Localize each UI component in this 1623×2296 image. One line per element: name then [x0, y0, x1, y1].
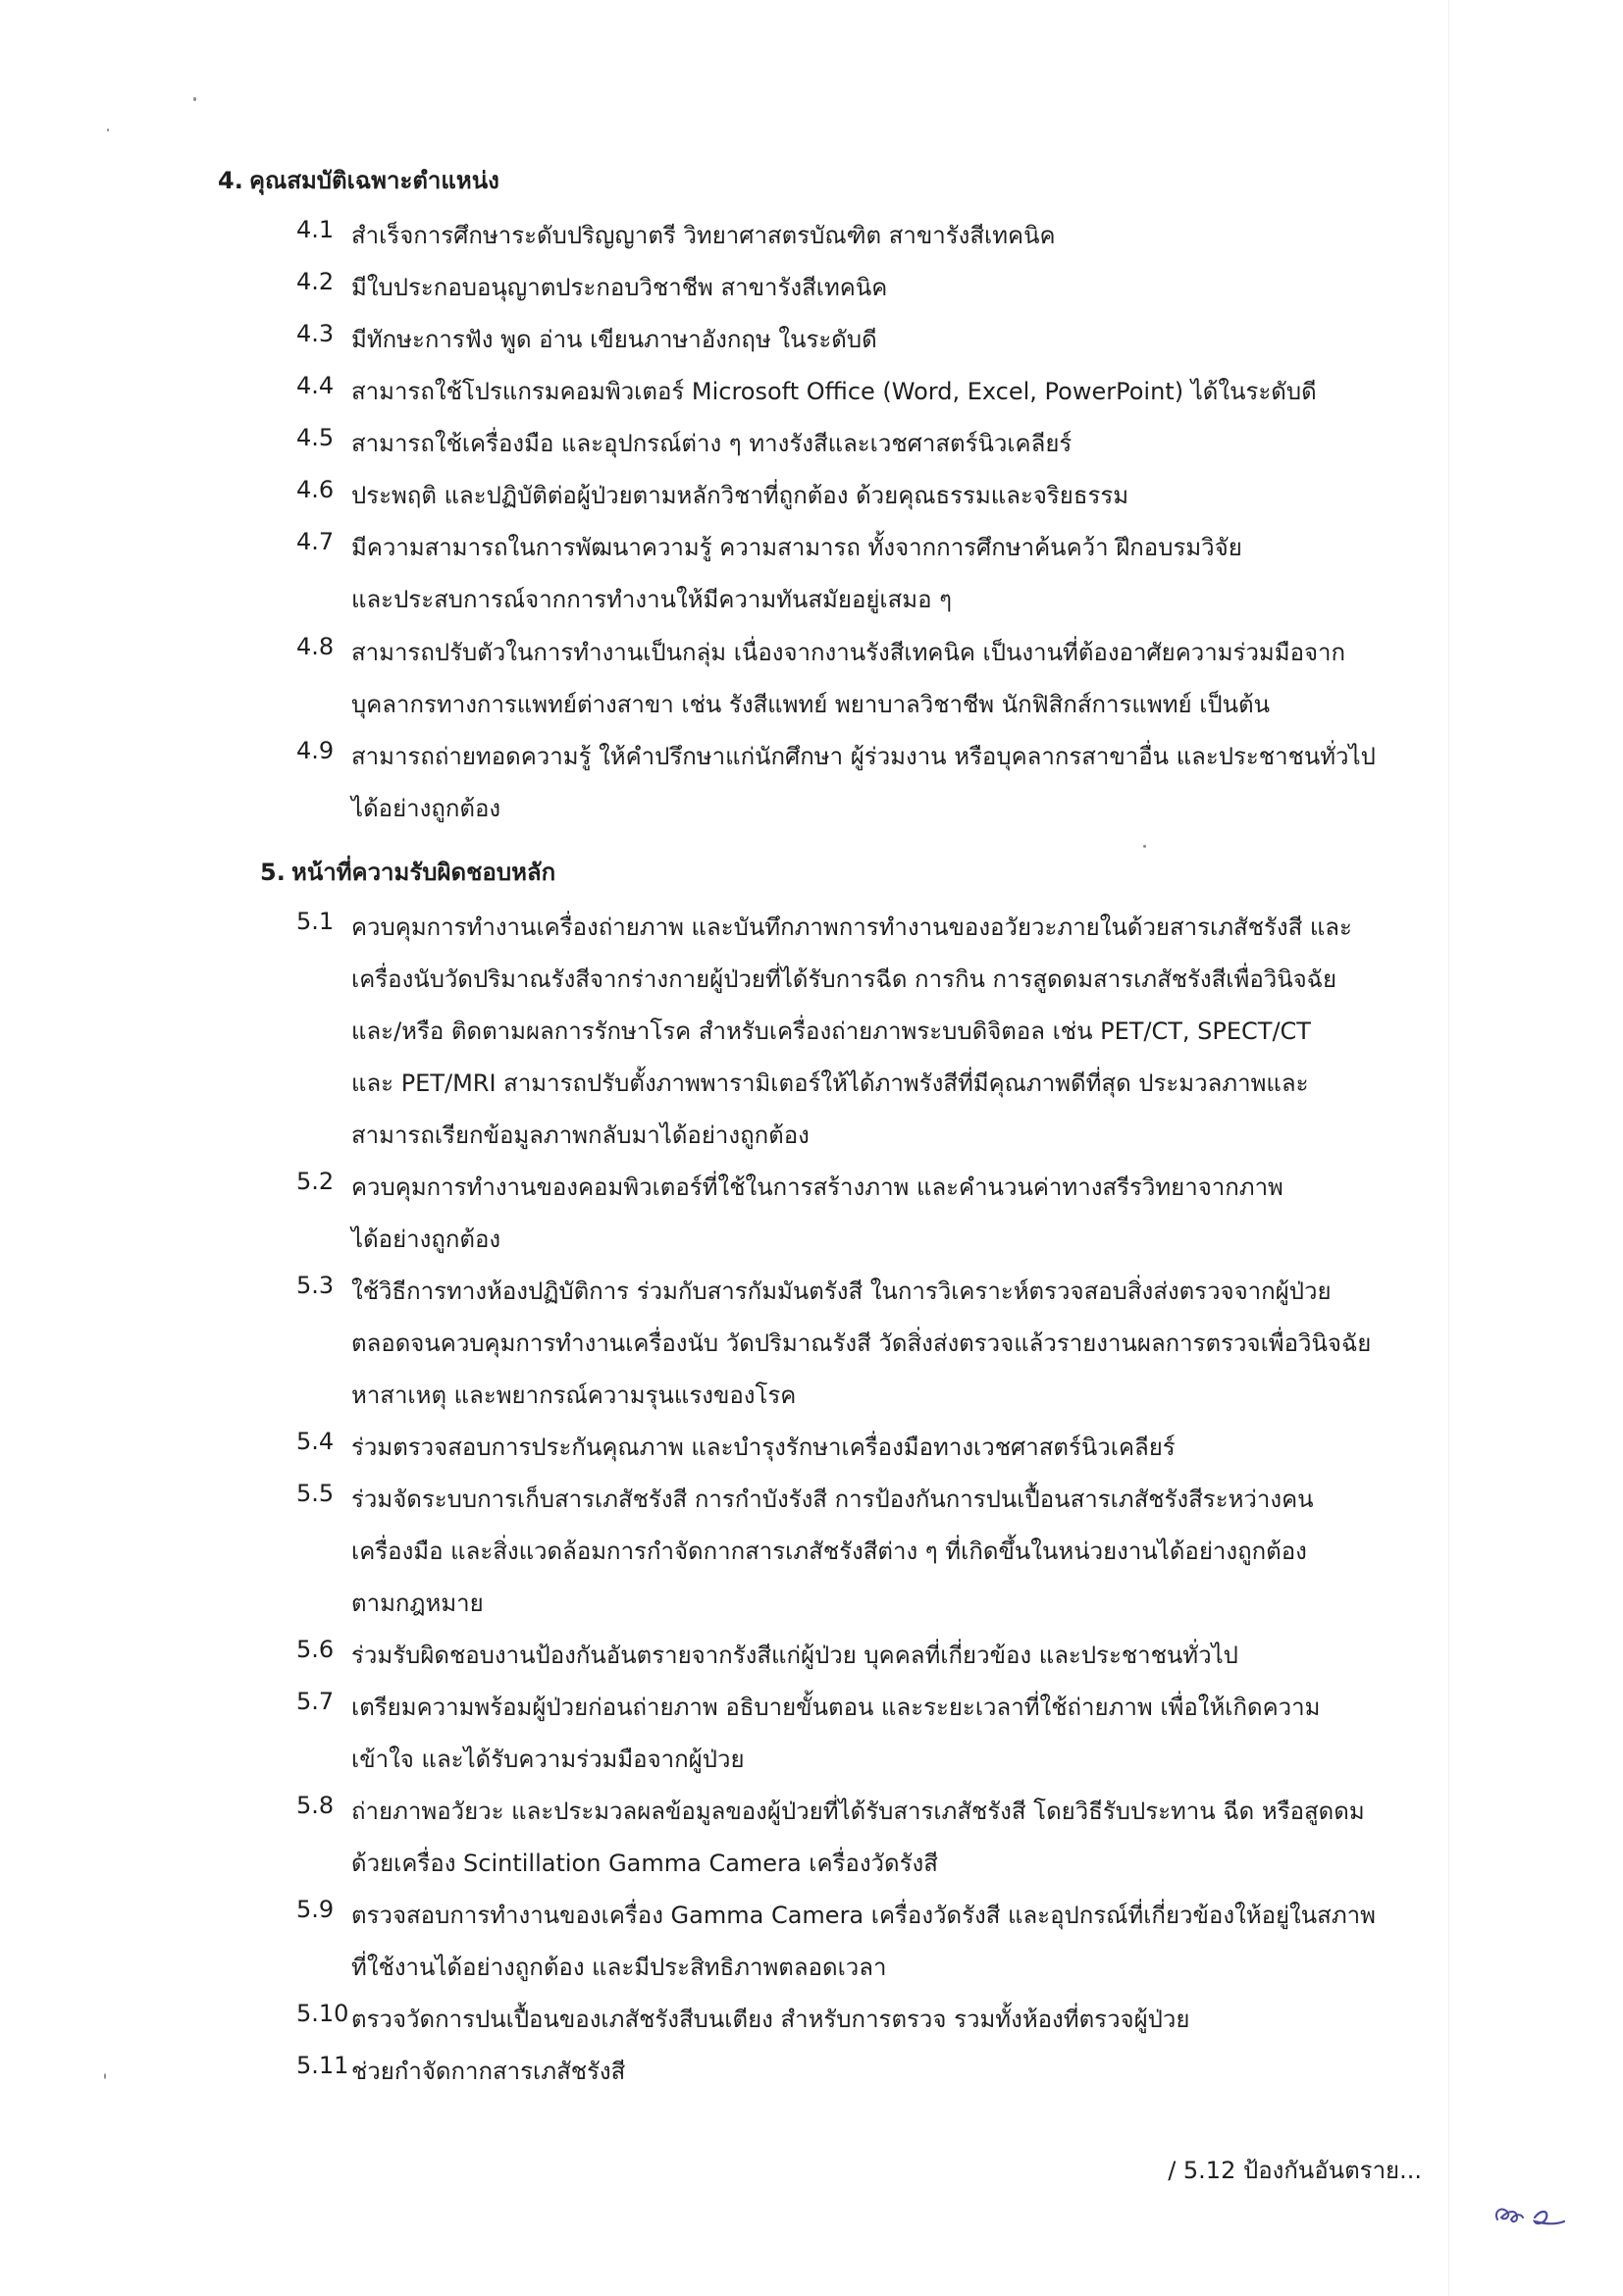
item-line: สามารถเรียกข้อมูลภาพกลับมาได้อย่างถูกต้อง: [351, 1122, 810, 1149]
item-line: สามารถถ่ายทอดความรู้ ให้คำปรึกษาแก่นักศึกษา ผู้ร่วมงาน หรือบุคลากรสาขาอื่น และประชาชนทั่วไป: [351, 743, 1376, 770]
item-number: 4.1: [296, 216, 335, 243]
scan-speck: [193, 97, 196, 101]
section-title: หน้าที่ความรับผิดชอบหลัก: [291, 859, 556, 886]
item-number: 5.3: [296, 1272, 335, 1299]
item-line: ร่วมจัดระบบการเก็บสารเภสัชรังสี การกำบังรังสี การป้องกันการปนเปื้อนสารเภสัชรังสีระหว่างคน: [351, 1486, 1314, 1513]
item-line: มีความสามารถในการพัฒนาความรู้ ความสามารถ ทั้งจากการศึกษาค้นคว้า ฝึกอบรมวิจัย: [351, 534, 1242, 561]
section-number: 4.: [218, 167, 243, 194]
item-line: ตลอดจนควบคุมการทำงานเครื่องนับ วัดปริมาณรังสี วัดสิ่งส่งตรวจแล้วรายงานผลการตรวจเพื่อวินิจฉัย: [351, 1330, 1372, 1357]
item-number: 4.5: [296, 424, 335, 451]
item-number: 5.10: [296, 2000, 349, 2027]
item-line: ตรวจสอบการทำงานของเครื่อง Gamma Camera เครื่องวัดรังสี และอุปกรณ์ที่เกี่ยวข้องให้อยู่ในสภาพ: [351, 1902, 1376, 1929]
item-line: ตามกฎหมาย: [351, 1590, 484, 1617]
item-number: 5.7: [296, 1688, 335, 1715]
scan-speck: [107, 129, 109, 131]
item-line: เข้าใจ และได้รับความร่วมมือจากผู้ป่วย: [351, 1746, 745, 1773]
item-number: 5.1: [296, 908, 335, 935]
item-line: ใช้วิธีการทางห้องปฏิบัติการ ร่วมกับสารกัมมันตรังสี ในการวิเคราะห์ตรวจสอบสิ่งส่งตรวจจากผู้ป่วย: [351, 1278, 1332, 1305]
item-line: ได้อย่างถูกต้อง: [351, 1226, 501, 1253]
item-number: 5.4: [296, 1428, 335, 1455]
item-number: 5.11: [296, 2052, 349, 2079]
item-line: เตรียมความพร้อมผู้ป่วยก่อนถ่ายภาพ อธิบายขั้นตอน และระยะเวลาที่ใช้ถ่ายภาพ เพื่อให้เกิดความ: [351, 1694, 1321, 1721]
section-number: 5.: [260, 859, 286, 886]
item-line: สำเร็จการศึกษาระดับปริญญาตรี วิทยาศาสตรบัณฑิต สาขารังสีเทคนิค: [351, 222, 1056, 249]
item-number: 4.2: [296, 268, 335, 295]
item-line: และประสบการณ์จากการทำงานให้มีความทันสมัยอยู่เสมอ ๆ: [351, 586, 953, 613]
item-line: ตรวจวัดการปนเปื้อนของเภสัชรังสีบนเตียง สำหรับการตรวจ รวมทั้งห้องที่ตรวจผู้ป่วย: [351, 2006, 1190, 2033]
scan-edge-line: [1448, 0, 1449, 2296]
item-line: มีทักษะการฟัง พูด อ่าน เขียนภาษาอังกฤษ ในระดับดี: [351, 326, 877, 353]
item-line: ร่วมรับผิดชอบงานป้องกันอันตรายจากรังสีแก่ผู้ป่วย บุคคลที่เกี่ยวข้อง และประชาชนทั่วไป: [351, 1642, 1238, 1669]
handwritten-initials-icon: [1492, 2196, 1570, 2239]
item-number: 4.7: [296, 528, 335, 555]
item-line: ได้อย่างถูกต้อง: [351, 795, 501, 822]
item-number: 4.9: [296, 737, 335, 764]
section-title: คุณสมบัติเฉพาะตำแหน่ง: [249, 167, 499, 194]
item-line: ด้วยเครื่อง Scintillation Gamma Camera เครื่องวัดรังสี: [351, 1850, 938, 1877]
item-line: ที่ใช้งานได้อย่างถูกต้อง และมีประสิทธิภาพตลอดเวลา: [351, 1954, 887, 1981]
item-number: 4.3: [296, 320, 335, 347]
section-heading: [218, 163, 499, 198]
item-number: 5.9: [296, 1896, 335, 1923]
item-number: 4.6: [296, 476, 335, 503]
item-number: 5.5: [296, 1480, 335, 1507]
item-line: ประพฤติ และปฏิบัติต่อผู้ป่วยตามหลักวิชาที่ถูกต้อง ด้วยคุณธรรมและจริยธรรม: [351, 482, 1129, 509]
item-number: 5.2: [296, 1168, 335, 1195]
item-line: สามารถปรับตัวในการทำงานเป็นกลุ่ม เนื่องจากงานรังสีเทคนิค เป็นงานที่ต้องอาศัยความร่วมมือจาก: [351, 639, 1346, 666]
item-line: หาสาเหตุ และพยากรณ์ความรุนแรงของโรค: [351, 1382, 797, 1409]
item-number: 5.8: [296, 1792, 335, 1819]
section-heading: [260, 855, 555, 890]
item-line: สามารถใช้เครื่องมือ และอุปกรณ์ต่าง ๆ ทางรังสีและเวชศาสตร์นิวเคลียร์: [351, 430, 1073, 457]
item-line: มีใบประกอบอนุญาตประกอบวิชาชีพ สาขารังสีเทคนิค: [351, 274, 888, 301]
scan-speck: [104, 2073, 106, 2079]
continuation-note: / 5.12 ป้องกันอันตราย...: [1168, 2157, 1422, 2184]
item-number: 5.6: [296, 1636, 335, 1663]
item-line: และ/หรือ ติดตามผลการรักษาโรค สำหรับเครื่องถ่ายภาพระบบดิจิตอล เช่น PET/CT, SPECT/CT: [351, 1018, 1311, 1045]
item-number: 4.8: [296, 633, 335, 660]
item-line: ร่วมตรวจสอบการประกันคุณภาพ และบำรุงรักษาเครื่องมือทางเวชศาสตร์นิวเคลียร์: [351, 1434, 1176, 1461]
scan-speck: [1143, 845, 1146, 848]
item-line: สามารถใช้โปรแกรมคอมพิวเตอร์ Microsoft Office (Word, Excel, PowerPoint) ได้ในระดับดี: [351, 378, 1317, 405]
item-line: เครื่องมือ และสิ่งแวดล้อมการกำจัดกากสารเภสัชรังสีต่าง ๆ ที่เกิดขึ้นในหน่วยงานได้อย่างถูกต้อง: [351, 1538, 1307, 1565]
item-line: บุคลากรทางการแพทย์ต่างสาขา เช่น รังสีแพทย์ พยาบาลวิชาชีพ นักฟิสิกส์การแพทย์ เป็นต้น: [351, 691, 1271, 718]
item-line: ช่วยกำจัดกากสารเภสัชรังสี: [351, 2058, 626, 2085]
item-number: 4.4: [296, 372, 335, 399]
item-line: ควบคุมการทำงานเครื่องถ่ายภาพ และบันทึกภาพการทำงานของอวัยวะภายในด้วยสารเภสัชรังสี และ: [351, 913, 1352, 941]
item-line: และ PET/MRI สามารถปรับตั้งภาพพารามิเตอร์ให้ได้ภาพรังสีที่มีคุณภาพดีที่สุด ประมวลภาพและ: [351, 1070, 1309, 1097]
item-line: ควบคุมการทำงานของคอมพิวเตอร์ที่ใช้ในการสร้างภาพ และคำนวนค่าทางสรีรวิทยาจากภาพ: [351, 1174, 1283, 1201]
item-line: เครื่องนับวัดปริมาณรังสีจากร่างกายผู้ป่วยที่ได้รับการฉีด การกิน การสูดดมสารเภสัชรังสีเพื่อวินิจฉัย: [351, 965, 1337, 993]
item-line: ถ่ายภาพอวัยวะ และประมวลผลข้อมูลของผู้ป่วยที่ได้รับสารเภสัชรังสี โดยวิธีรับประทาน ฉีด หรือสูดดม: [351, 1798, 1365, 1825]
